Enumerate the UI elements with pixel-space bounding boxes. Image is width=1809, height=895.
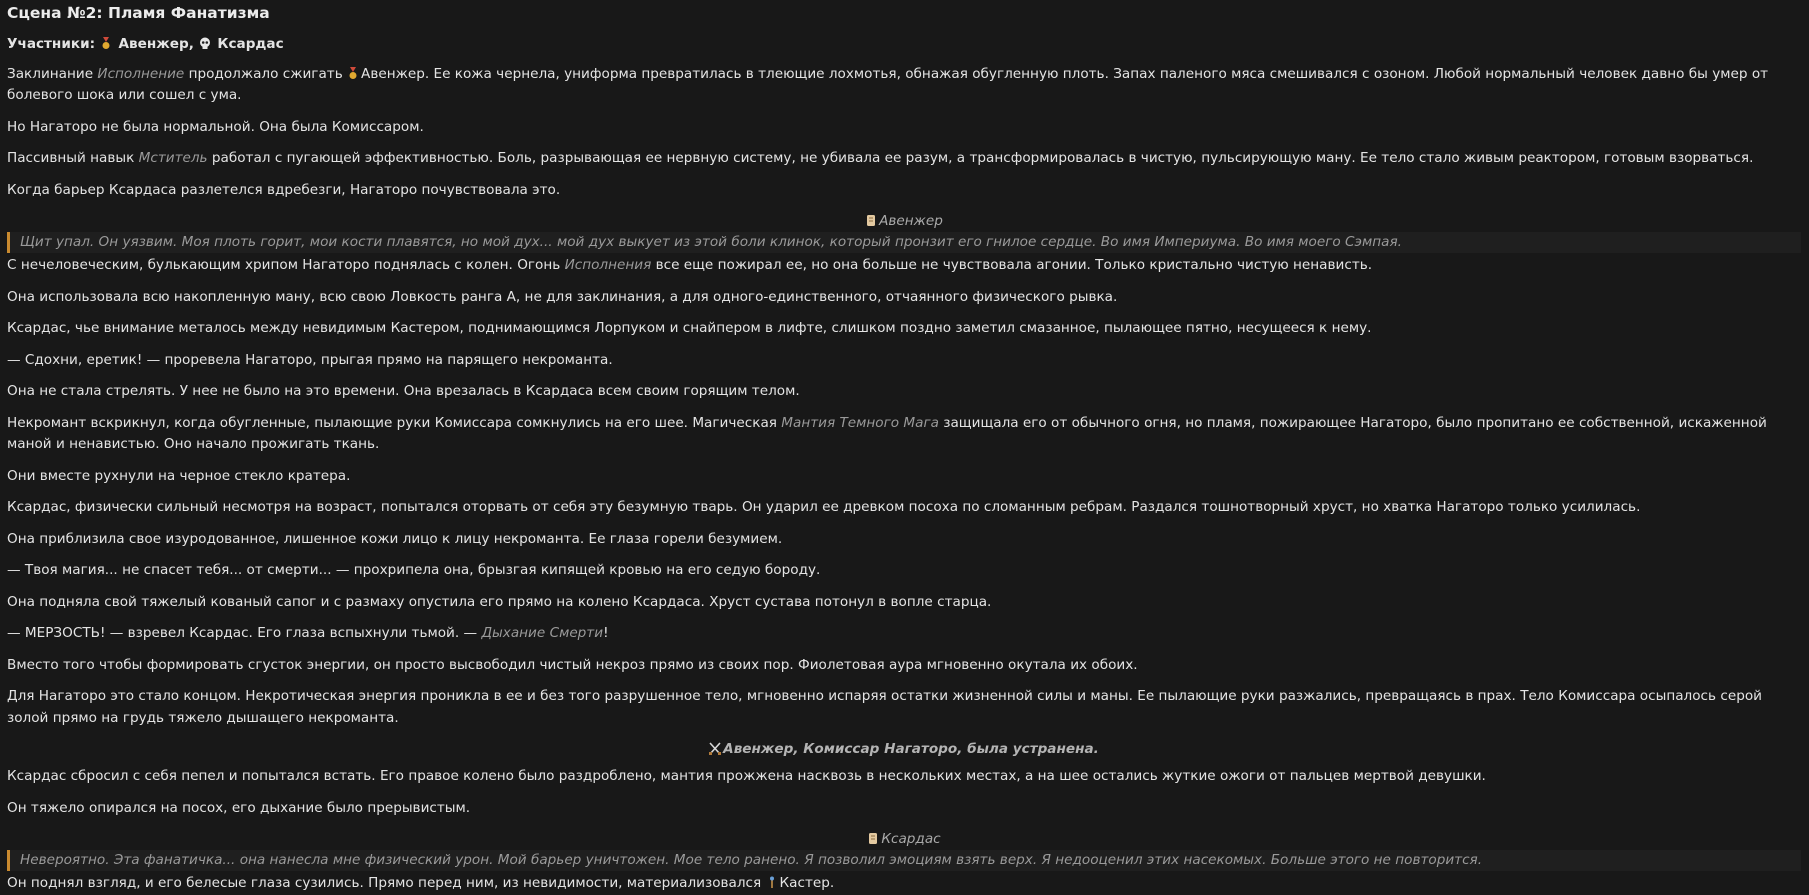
text: все еще пожирал ее, но она больше не чувствовала агонии. Только кристально чистую ненависть.	[651, 257, 1373, 273]
text: защищала его от обычного огня, но пламя, пожирающее Нагаторо, было пропитано ее собственной, искаженной маной и ненавистью. Оно начало прожигать ткань.	[7, 414, 1767, 452]
scroll-icon	[865, 213, 879, 229]
skill-term: Мститель	[138, 150, 208, 166]
item-term: Мантия Темного Мага	[781, 414, 939, 431]
caster-icon	[766, 875, 780, 891]
paragraph	[7, 873, 1801, 895]
text: !	[603, 625, 609, 641]
medal-icon	[100, 36, 119, 52]
text: Он поднял взгляд, и его белесые глаза сузились. Прямо перед ним, из невидимости, материализовался	[7, 875, 766, 891]
skull-icon	[199, 36, 218, 52]
paragraph: Ксардас, физически сильный несмотря на возраст, попытался оторвать от себя эту безумную тварь. Он ударил ее древком посоха по сломанным ребрам. Раздался тошнотворный хруст, но хватка Нагаторо только усилилась.	[7, 499, 1641, 515]
paragraph: Она использовала всю накопленную ману, всю свою Ловкость ранга A, не для заклинания, а для одного-единственного, отчаянного физического рывка.	[7, 288, 1118, 305]
paragraph: Но Нагаторо не была нормальной. Она была Комиссаром.	[7, 118, 424, 135]
text: Некромант вскрикнул, когда обугленные, пылающие руки Комиссара сомкнулись на его шее. Магическая	[7, 414, 782, 431]
text: продолжало сжигать	[184, 65, 348, 82]
crossed-swords-icon	[709, 741, 723, 757]
spell-term: Исполнение	[97, 65, 185, 82]
paragraph: Ксардас сбросил с себя пепел и попытался встать. Его правое колено было раздроблено, мантия прожжена насквозь в нескольких местах, а на шее остались жуткие ожоги от пальцев мертвой девушки.	[7, 768, 1486, 784]
elimination-notice	[7, 739, 1801, 760]
paragraph	[7, 255, 1801, 277]
participant-avenger: Авенжер,	[118, 36, 194, 52]
paragraph: Ксардас, чье внимание металось между невидимым Кастером, поднимающимся Лорпуком и снайпером в лифте, слишком поздно заметил смазанное, пылающее пятно, несущееся к нему.	[7, 320, 1372, 336]
spell-term: Дыхание Смерти	[481, 625, 604, 641]
scroll-icon	[867, 831, 881, 847]
paragraph	[7, 413, 1801, 456]
paragraph: — Сдохни, еретик! — проревела Нагаторо, прыгая прямо на парящего некроманта.	[7, 351, 613, 368]
paragraph: Она подняла свой тяжелый кованый сапог и с размаху опустила его прямо на колено Ксардаса. Хруст сустава потонул в вопле старца.	[7, 593, 992, 610]
text: . Ее кожа чернела, униформа превратилась в тлеющие лохмотья, обнажая обугленную плоть. Запах паленого мяса смешивался с озоном. Любой нормальный человек давно бы умер от болевого шока или сошел с ума.	[7, 65, 1769, 103]
participants-line	[7, 34, 1801, 56]
speaker-name: Авенжер	[879, 213, 943, 229]
text: С нечеловеческим, булькающим хрипом Нагаторо поднялась с колен. Огонь	[7, 257, 565, 273]
paragraph: — Твоя магия... не спасет тебя... от смерти... — прохрипела она, брызгая кипящей кровью на его седую бороду.	[7, 562, 821, 578]
inner-thought-quote: Невероятно. Эта фанатичка... она нанесла мне физический урон. Мой барьер уничтожен. Мое тело ранено. Я позволил эмоциям взять верх. Я недооценил этих насекомых. Больше этого не повторится.	[7, 850, 1801, 871]
paragraph: Вместо того чтобы формировать сгусток энергии, он просто высвободил чистый некроз прямо из своих пор. Фиолетовая аура мгновенно окутала их обоих.	[7, 656, 1138, 673]
elimination-text: Авенжер, Комиссар Нагаторо, была устранена.	[723, 741, 1099, 757]
text: Пассивный навык	[7, 150, 139, 166]
speaker-name: Ксардас	[881, 831, 941, 847]
character-name: Кастер.	[779, 875, 835, 891]
paragraph: Когда барьер Ксардаса разлетелся вдребезги, Нагаторо почувствовала это.	[7, 181, 561, 198]
character-name: Авенжер	[361, 65, 425, 82]
participants-label: Участники:	[7, 36, 96, 52]
thought-speaker	[7, 829, 1801, 850]
paragraph: Он тяжело опирался на посох, его дыхание было прерывистым.	[7, 799, 471, 816]
text: Заклинание	[7, 65, 98, 82]
paragraph: Для Нагаторо это стало концом. Некротическая энергия проникла в ее и без того разрушенное тело, мгновенно испаряя остатки жизненной силы и маны. Ее пылающие руки разжались, превращаясь в прах. Тело Комиссара осыпалось серой золой прямо на грудь тяжело дышащего некроманта.	[7, 688, 1762, 726]
text: — МЕРЗОСТЬ! — взревел Ксардас. Его глаза вспыхнули тьмой. —	[7, 625, 482, 641]
paragraph: Она приблизила свое изуродованное, лишенное кожи лицо к лицу некроманта. Ее глаза горели безумием.	[7, 530, 783, 547]
medal-icon	[347, 66, 361, 82]
paragraph: Они вместе рухнули на черное стекло кратера.	[7, 467, 351, 484]
thought-speaker	[7, 211, 1801, 232]
paragraph	[7, 64, 1801, 107]
text: работал с пугающей эффективностью. Боль, разрывающая ее нервную систему, не убивала ее разум, а трансформировалась в чистую, пульсирующую ману. Ее тело стало живым реактором, готовым взорваться.	[207, 150, 1754, 166]
scene-title: Сцена №2: Пламя Фанатизма	[7, 4, 270, 22]
paragraph	[7, 148, 1801, 170]
participant-ksardas: Ксардас	[217, 36, 284, 52]
spell-term: Исполнения	[564, 257, 652, 273]
inner-thought-quote: Щит упал. Он уязвим. Моя плоть горит, мои кости плавятся, но мой дух... мой дух выкует из этой боли клинок, который пронзит его гнилое сердце. Во имя Империума. Во имя моего Сэмпая.	[7, 232, 1801, 253]
paragraph: Она не стала стрелять. У нее не было на это времени. Она врезалась в Ксардаса всем своим горящим телом.	[7, 383, 800, 399]
paragraph	[7, 623, 1801, 645]
